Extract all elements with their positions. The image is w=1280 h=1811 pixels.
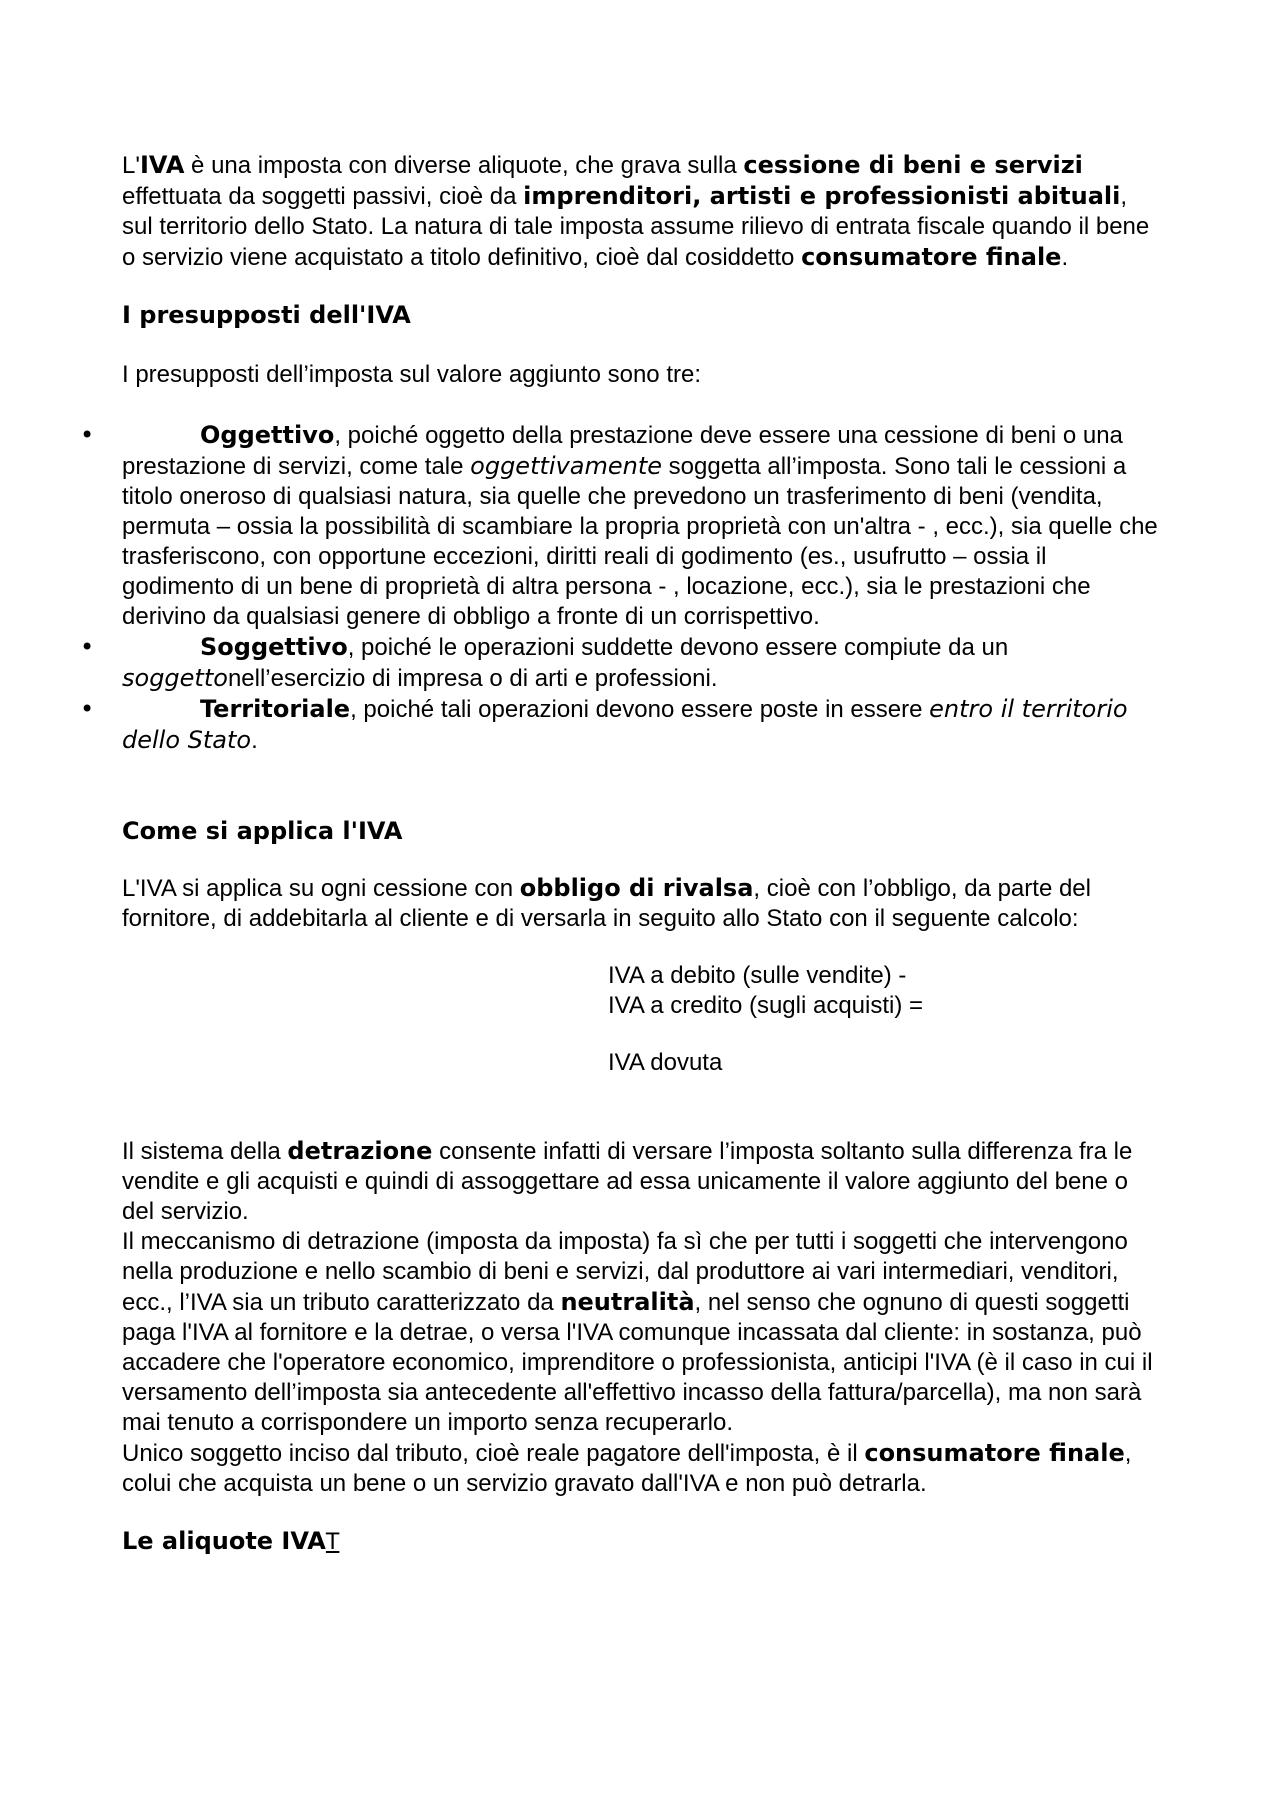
heading-text: Le aliquote IVA (122, 1527, 326, 1555)
text-run: L'IVA si applica su ogni cessione con (122, 875, 520, 902)
text-run: nell’esercizio di impresa o di arti e professioni. (227, 665, 718, 692)
bold-term: imprenditori, artisti e professionisti abituali (523, 182, 1121, 210)
text-run: L' (122, 152, 140, 179)
rivalsa-paragraph (122, 873, 1162, 934)
bold-term: Soggettivo (200, 633, 348, 661)
bold-term: IVA (139, 151, 185, 179)
text-run: soggetta all’imposta. Sono tali le cessioni a titolo oneroso di qualsiasi natura, sia quelle che prevedono un trasferimento di beni (vendita, permuta – ossia la possibilità di scambiare la propria proprietà con un'altra - , ecc.), sia quelle che trasferiscono, con opportune eccezioni, diritti reali di godimento (es., usufrutto – ossia il godimento di un bene di proprietà di altra persona - , locazione, ecc.), sia le prestazioni che derivino da qualsiasi genere di obbligo a fronte di un corrispettivo. (122, 453, 1158, 630)
calculation-block (608, 961, 1162, 1078)
bold-term: Territoriale (200, 695, 351, 723)
text-run: . (1061, 244, 1069, 271)
bullet-icon: • (80, 695, 95, 723)
meccanismo-paragraph (122, 1227, 1162, 1438)
bold-term: detrazione (287, 1137, 433, 1165)
text-run: è una imposta con diverse aliquote, che grava sulla (184, 152, 744, 179)
italic-term: entro il territorio dello Stato (122, 695, 1128, 754)
text-run: effettuata da soggetti passivi, cioè da (122, 183, 524, 210)
bold-term: obbligo di rivalsa (519, 874, 754, 902)
text-run: . (251, 727, 258, 754)
consumatore-paragraph (122, 1438, 1162, 1499)
intro-paragraph (122, 150, 1162, 273)
text-run: , poiché tali operazioni devono essere poste in essere (350, 696, 930, 723)
text-cursor-icon: T (325, 1530, 340, 1555)
calc-line-debito: IVA a debito (sulle vendite) - (608, 962, 907, 989)
list-item (80, 632, 1162, 694)
presupposti-list (80, 420, 1162, 756)
text-run: Unico soggetto inciso dal tributo, cioè reale pagatore dell'imposta, è il (122, 1440, 865, 1467)
bold-term: cessione di beni e servizi (743, 151, 1083, 179)
text-run: , nel senso che ognuno di questi soggetti paga l'IVA al fornitore e la detrae, o versa l'IVA comunque incassata dal cliente: in sostanza, può accadere che l'operatore economico, imprenditore o professionista, anticipi l'IVA (è il caso in cui il versamento dell’imposta sia antecedente all'effettivo incasso della fattura/parcella), ma non sarà mai tenuto a corrispondere un importo senza recuperarlo. (122, 1289, 1153, 1436)
italic-term: soggetto (122, 664, 228, 692)
section-heading-presupposti: I presupposti dell'IVA (122, 301, 411, 329)
bold-term: consumatore finale (864, 1439, 1125, 1467)
section-heading-applicazione: Come si applica l'IVA (122, 817, 403, 845)
list-item (80, 694, 1162, 756)
text-run: , poiché oggetto della prestazione deve essere una cessione di beni o una prestazione di servizi, come tale (122, 422, 1123, 480)
calc-line-credito: IVA a credito (sugli acquisti) = (608, 992, 924, 1019)
list-item (80, 420, 1162, 632)
italic-term: oggettivamente (470, 452, 663, 480)
bullet-icon: • (80, 633, 95, 661)
presupposti-lead: I presupposti dell’imposta sul valore aggiunto sono tre: (122, 361, 701, 388)
bullet-icon: • (80, 421, 95, 449)
text-run: Il sistema della (122, 1138, 288, 1165)
text-run: consente infatti di versare l’imposta soltanto sulla differenza fra le vendite e gli acquisti e quindi di assoggettare ad essa unicamente il valore aggiunto del bene o del servizio. (122, 1138, 1133, 1225)
text-run: , cioè con l’obbligo, da parte del fornitore, di addebitarla al cliente e di versarla in seguito allo Stato con il seguente calcolo: (122, 875, 1091, 932)
text-run: , sul territorio dello Stato. La natura di tale imposta assume rilievo di entrata fiscale quando il bene o servizio viene acquistato a titolo definitivo, cioè dal cosiddetto (122, 183, 1150, 271)
text-run: , poiché le operazioni suddette devono essere compiute da un (347, 634, 1009, 661)
bold-term: consumatore finale (801, 243, 1062, 271)
bold-term: Oggettivo (200, 421, 335, 449)
calc-result: IVA dovuta (608, 1049, 723, 1076)
section-heading-aliquote (122, 1526, 1162, 1558)
text-run: , colui che acquista un bene o un servizio gravato dall'IVA e non può detrarla. (122, 1440, 1132, 1497)
text-run: Il meccanismo di detrazione (imposta da imposta) fa sì che per tutti i soggetti che intervengono nella produzione e nello scambio di beni e servizi, dal produttore ai vari intermediari, venditori, ecc., l’IVA sia un tributo caratterizzato da (122, 1228, 1128, 1316)
detrazione-paragraph (122, 1136, 1162, 1227)
bold-term: neutralità (560, 1288, 695, 1316)
document-body (80, 150, 1162, 1558)
